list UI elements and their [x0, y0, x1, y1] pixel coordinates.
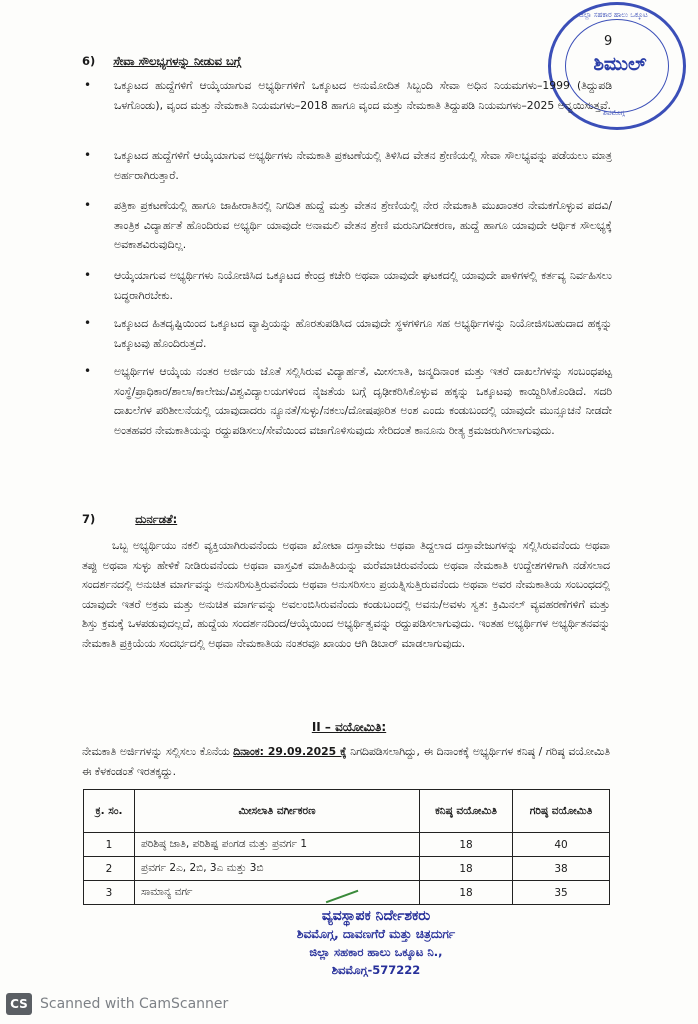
- table-header-row: [84, 790, 610, 833]
- col-header-serial: ಕ್ರ. ಸಂ.: [84, 790, 135, 833]
- section-7-heading: [82, 512, 177, 527]
- signatory-block: [226, 908, 526, 978]
- section-6-number: 6): [82, 54, 96, 68]
- section-6-heading: [82, 54, 241, 69]
- table-row: 1 ಪರಿಶಿಷ್ಠ ಜಾತಿ, ಪರಿಶಿಷ್ಟ ಪಂಗಡ ಮತ್ತು ಪ್ರವರ್ಗ 1 18 40: [84, 833, 610, 857]
- col-header-min-age: ಕನಿಷ್ಠ ವಯೋಮಿತಿ: [420, 790, 513, 833]
- section-6-bullet: • ಒಕ್ಕೂಟದ ಹುದ್ದೆಗಳಿಗೆ ಆಯ್ಕೆಯಾಗುವ ಅಭ್ಯರ್ಥಿಗಳು ನೇಮಕಾತಿ ಪ್ರಕಟಣೆಯಲ್ಲಿ ತಿಳಿಸಿದ ವೇತನ ಶ್ರೇಣಿಯಲ್ಲಿ ಸೇವಾ ಸೌಲಭ್ಯವನ್ನು ಪಡೆಯಲು ಮಾತ್ರ ಅರ್ಹರಾಗಿರುತ್ತಾರೆ.: [84, 148, 612, 182]
- section-7-number: 7): [82, 512, 96, 526]
- page-number: 9: [604, 34, 613, 49]
- seal-ring-bottom: ಶಿವಮೊಗ್ಗ: [603, 109, 625, 117]
- signatory-districts: ಶಿವಮೊಗ್ಗ, ದಾವಣಗೆರೆ ಮತ್ತು ಚಿತ್ರದುರ್ಗ: [296, 927, 456, 941]
- table-row: 3 ಸಾಮಾನ್ಯ ವರ್ಗ 18 35: [84, 881, 610, 905]
- age-limit-intro: ನೇಮಕಾತಿ ಅರ್ಜಿಗಳನ್ನು ಸಲ್ಲಿಸಲು ಕೊನೆಯ ದಿನಾಂಕ: 29.09.2025 ಕ್ಕೆ ನಿಗದಿಪಡಿಸಲಾಗಿದ್ದು, ಈ ದಿನಾಂಕಕ್ಕೆ ಅಭ್ಯರ್ಥಿಗಳ ಕನಿಷ್ಠ / ಗರಿಷ್ಠ ವಯೋಮಿತಿ ಈ ಕೆಳಕಂಡಂತೆ ಇರತಕ್ಕದ್ದು.: [82, 745, 610, 778]
- col-header-max-age: ಗರಿಷ್ಠ ವಯೋಮಿತಿ: [513, 790, 610, 833]
- camscanner-watermark: [6, 992, 228, 1016]
- last-date: ದಿನಾಂಕ: 29.09.2025 ಕ್ಕೆ: [233, 745, 347, 758]
- section-6-bullet: • ಆಯ್ಕೆಯಾಗುವ ಅಭ್ಯರ್ಥಿಗಳು ನಿಯೋಜಿಸಿದ ಒಕ್ಕೂಟದ ಕೇಂದ್ರ ಕಚೇರಿ ಅಥವಾ ಯಾವುದೇ ಘಟಕದಲ್ಲಿ ಯಾವುದೇ ಪಾಳಿಗಳಲ್ಲಿ ಕರ್ತವ್ಯ ನಿರ್ವಹಿಸಲು ಬದ್ಧರಾಗಿರಬೇಕು.: [84, 268, 612, 302]
- section-6-bullet: • ಒಕ್ಕೂಟದ ಹಿತದೃಷ್ಟಿಯಿಂದ ಒಕ್ಕೂಟದ ವ್ಯಾಪ್ತಿಯನ್ನು ಹೊರತುಪಡಿಸಿದ ಯಾವುದೇ ಸ್ಥಳಗಳಿಗೂ ಸಹ ಅಭ್ಯರ್ಥಿಗಳನ್ನು ನಿಯೋಜಿಸಬಹುದಾದ ಹಕ್ಕನ್ನು ಒಕ್ಕೂಟವು ಹೊಂದಿರುತ್ತದೆ.: [84, 316, 612, 350]
- camscanner-logo-icon: CS: [6, 993, 32, 1015]
- col-header-category: ಮೀಸಲಾತಿ ವರ್ಗೀಕರಣ: [135, 790, 420, 833]
- seal-ring-top: ಜಿಲ್ಲಾ ಸಹಕಾರ ಹಾಲು ಒಕ್ಕೂಟ: [579, 11, 648, 19]
- seal-center-text: ಶಿಮುಲ್: [593, 53, 647, 75]
- section-6-bullet: • ಅಭ್ಯರ್ಥಿಗಳ ಆಯ್ಕೆಯ ನಂತರ ಅರ್ಜಿಯ ಜೊತೆ ಸಲ್ಲಿಸಿರುವ ವಿದ್ಯಾರ್ಹತೆ, ಮೀಸಲಾತಿ, ಜನ್ಮದಿನಾಂಕ ಮತ್ತು ಇತರೆ ದಾಖಲೆಗಳನ್ನು ಸಂಬಂಧಪಟ್ಟ ಸಂಸ್ಥೆ/ಪ್ರಾಧಿಕಾರ/ಶಾಲಾ/ಕಾಲೇಜು/ವಿಶ್ವವಿದ್ಯಾಲಯಗಳಿಂದ ನೈಜತೆಯ ಬಗ್ಗೆ ದೃಢೀಕರಿಸಿಕೊಳ್ಳುವ ಹಕ್ಕನ್ನು ಒಕ್ಕೂಟವು ಕಾಯ್ದಿರಿಸಿಕೊಂಡಿದೆ. ಸದರಿ ದಾಖಲೆಗಳ ಪರಿಶೀಲನೆಯಲ್ಲಿ ಯಾವುದಾದರು ನ್ಯೂನತೆ/ಸುಳ್ಳು/ನಕಲು/ದೋಷಪೂರಿತ ಅಂಶ ಎಂದು ಕಂಡುಬಂದಲ್ಲಿ ಯಾವುದೇ ಮುನ್ಸೂಚನೆ ನೀಡದೇ ಅಂತಹವರ ನೇಮಕಾತಿಯನ್ನು ರದ್ದುಪಡಿಸಲು/ಸೇವೆಯಿಂದ ವಜಾಗೊಳಿಸುವುದು ಸೇರಿದಂತೆ ಕಾನೂನು ರೀತ್ಯ ಕ್ರಮಜರುಗಿಸಲಾಗುವುದು.: [84, 364, 612, 437]
- camscanner-text: Scanned with CamScanner: [40, 996, 229, 1012]
- signatory-title: ವ್ಯವಸ್ಥಾಪಕ ನಿರ್ದೇಶಕರು: [321, 908, 431, 924]
- section-6-bullet: • ಒಕ್ಕೂಟದ ಹುದ್ದೆಗಳಿಗೆ ಆಯ್ಕೆಯಾಗುವ ಅಭ್ಯರ್ಥಿಗಳಿಗೆ ಒಕ್ಕೂಟದ ಅನುಮೋದಿತ ಸಿಬ್ಬಂದಿ ಸೇವಾ ಅಧಿನ ನಿಯಮಗಳು–1999 (ತಿದ್ದುಪಡಿ ಒಳಗೊಂಡು), ವೃಂದ ಮತ್ತು ನೇಮಕಾತಿ ನಿಯಮಗಳು–2018 ಹಾಗೂ ವೃಂದ ಮತ್ತು ನೇಮಕಾತಿ ತಿದ್ದುಪಡಿ ನಿಯಮಗಳು–2025 ಅನ್ವಯಿಸುತ್ತವೆ.: [84, 78, 612, 112]
- signatory-address: ಶಿವಮೊಗ್ಗ-577222: [331, 963, 421, 977]
- section-7-body: ಒಬ್ಬ ಅಭ್ಯರ್ಥಿಯು ನಕಲಿ ವ್ಯಕ್ತಿಯಾಗಿರುವನೆಂದು ಅಥವಾ ಖೋಟಾ ದಸ್ತಾವೇಜು ಅಥವಾ ತಿದ್ದಲಾದ ದಸ್ತಾವೇಜುಗಳನ್ನು ಸಲ್ಲಿಸಿರುವನೆಂದು ಅಥವಾ ತಪ್ಪು ಅಥವಾ ಸುಳ್ಳು ಹೇಳಿಕೆ ನೀಡಿರುವನೆಂದು ಅಥವಾ ವಾಸ್ತವಿಕ ಮಾಹಿತಿಯನ್ನು ಮರೆಮಾಚಿರುವನೆಂದು ಅಥವಾ ನೇಮಕಾತಿ ಉದ್ದೇಶಗಳಿಗಾಗಿ ನಡೆಸಲಾದ ಸಂದರ್ಶನದಲ್ಲಿ ಅನುಚಿತ ಮಾರ್ಗವನ್ನು ಅನುಸರಿಸುತ್ತಿರುವನೆಂದು ಅಥವಾ ಅನುಸರಿಸಲು ಪ್ರಯತ್ನಿಸುತ್ತಿರುವನೆಂದು ಅಥವಾ ಅವರ ನೇಮಕಾತಿಯ ಸಂಬಂಧದಲ್ಲಿ ಯಾವುದೇ ಇತರೆ ಅಕ್ರಮ ಮತ್ತು ಅನುಚಿತ ಮಾರ್ಗವನ್ನು ಅವಲಂಬಿಸಿರುವನೆಂದು ಕಂಡುಬಂದಲ್ಲಿ ಅವನು/ಅವಳು ಸ್ವತ: ಕ್ರಿಮಿನಲ್ ವ್ಯವಹರಣೆಗಳಿಗೆ ಮತ್ತು ಶಿಸ್ತು ಕ್ರಮಕ್ಕೆ ಒಳಪಡುವುದಲ್ಲದೆ, ಹುದ್ದೆಯ ಸಂದರ್ಶನದಿಂದ/ಆಯ್ಕೆಯಿಂದ ಅಭ್ಯರ್ಥಿತ್ವವನ್ನು ರದ್ದುಪಡಿಸಲಾಗುವುದು. ಇಂತಹ ಅಭ್ಯರ್ಥಿಗಳ ಅಭ್ಯರ್ಥಿತನವನ್ನು ನೇಮಕಾತಿ ಪ್ರಕ್ರಿಯೆಯ ಸಂದರ್ಭದಲ್ಲಿ ಅಥವಾ ನೇಮಕಾತಿಯ ನಂತರವೂ ಖಾಯಂ ಆಗಿ ಡಿಬಾರ್ ಮಾಡಲಾಗುವುದು.: [82, 539, 610, 650]
- table-row: 2 ಪ್ರವರ್ಗ 2ಎ, 2ಬಿ, 3ಎ ಮತ್ತು 3ಬಿ 18 38: [84, 857, 610, 881]
- signatory-union: ಜಿಲ್ಲಾ ಸಹಕಾರ ಹಾಲು ಒಕ್ಕೂಟ ನಿ.,: [309, 945, 443, 959]
- section-7-title: ದುರ್ನಡತೆ:: [135, 512, 178, 526]
- age-limit-heading: II – ವಯೋಮಿತಿ:: [311, 720, 387, 734]
- section-6-bullet: • ಪತ್ರಿಕಾ ಪ್ರಕಟಣೆಯಲ್ಲಿ ಹಾಗೂ ಜಾಹೀರಾತಿನಲ್ಲಿ ನಿಗದಿತ ಹುದ್ದೆ ಮತ್ತು ವೇತನ ಶ್ರೇಣಿಯಲ್ಲಿ ನೇರ ನೇಮಕಾತಿ ಮುಖಾಂತರ ನೇಮಕಗೊಳ್ಳುವ ಪದವಿ/ತಾಂತ್ರಿಕ ವಿದ್ಯಾರ್ಹತೆ ಹೊಂದಿರುವ ಅಭ್ಯರ್ಥಿ ಯಾವುದೇ ಅನಾಮಲಿ ವೇತನ ಶ್ರೇಣಿ ಮರುನಿಗದೀಕರಣ, ಹುದ್ದೆ ಹಾಗೂ ಯಾವುದೇ ಆರ್ಥಿಕ ಸೌಲಭ್ಯಕ್ಕೆ ಅವಕಾಶವಿರುವುದಿಲ್ಲ.: [84, 198, 612, 251]
- section-6-title: ಸೇವಾ ಸೌಲಭ್ಯಗಳನ್ನು ನೀಡುವ ಬಗ್ಗೆ: [113, 54, 242, 68]
